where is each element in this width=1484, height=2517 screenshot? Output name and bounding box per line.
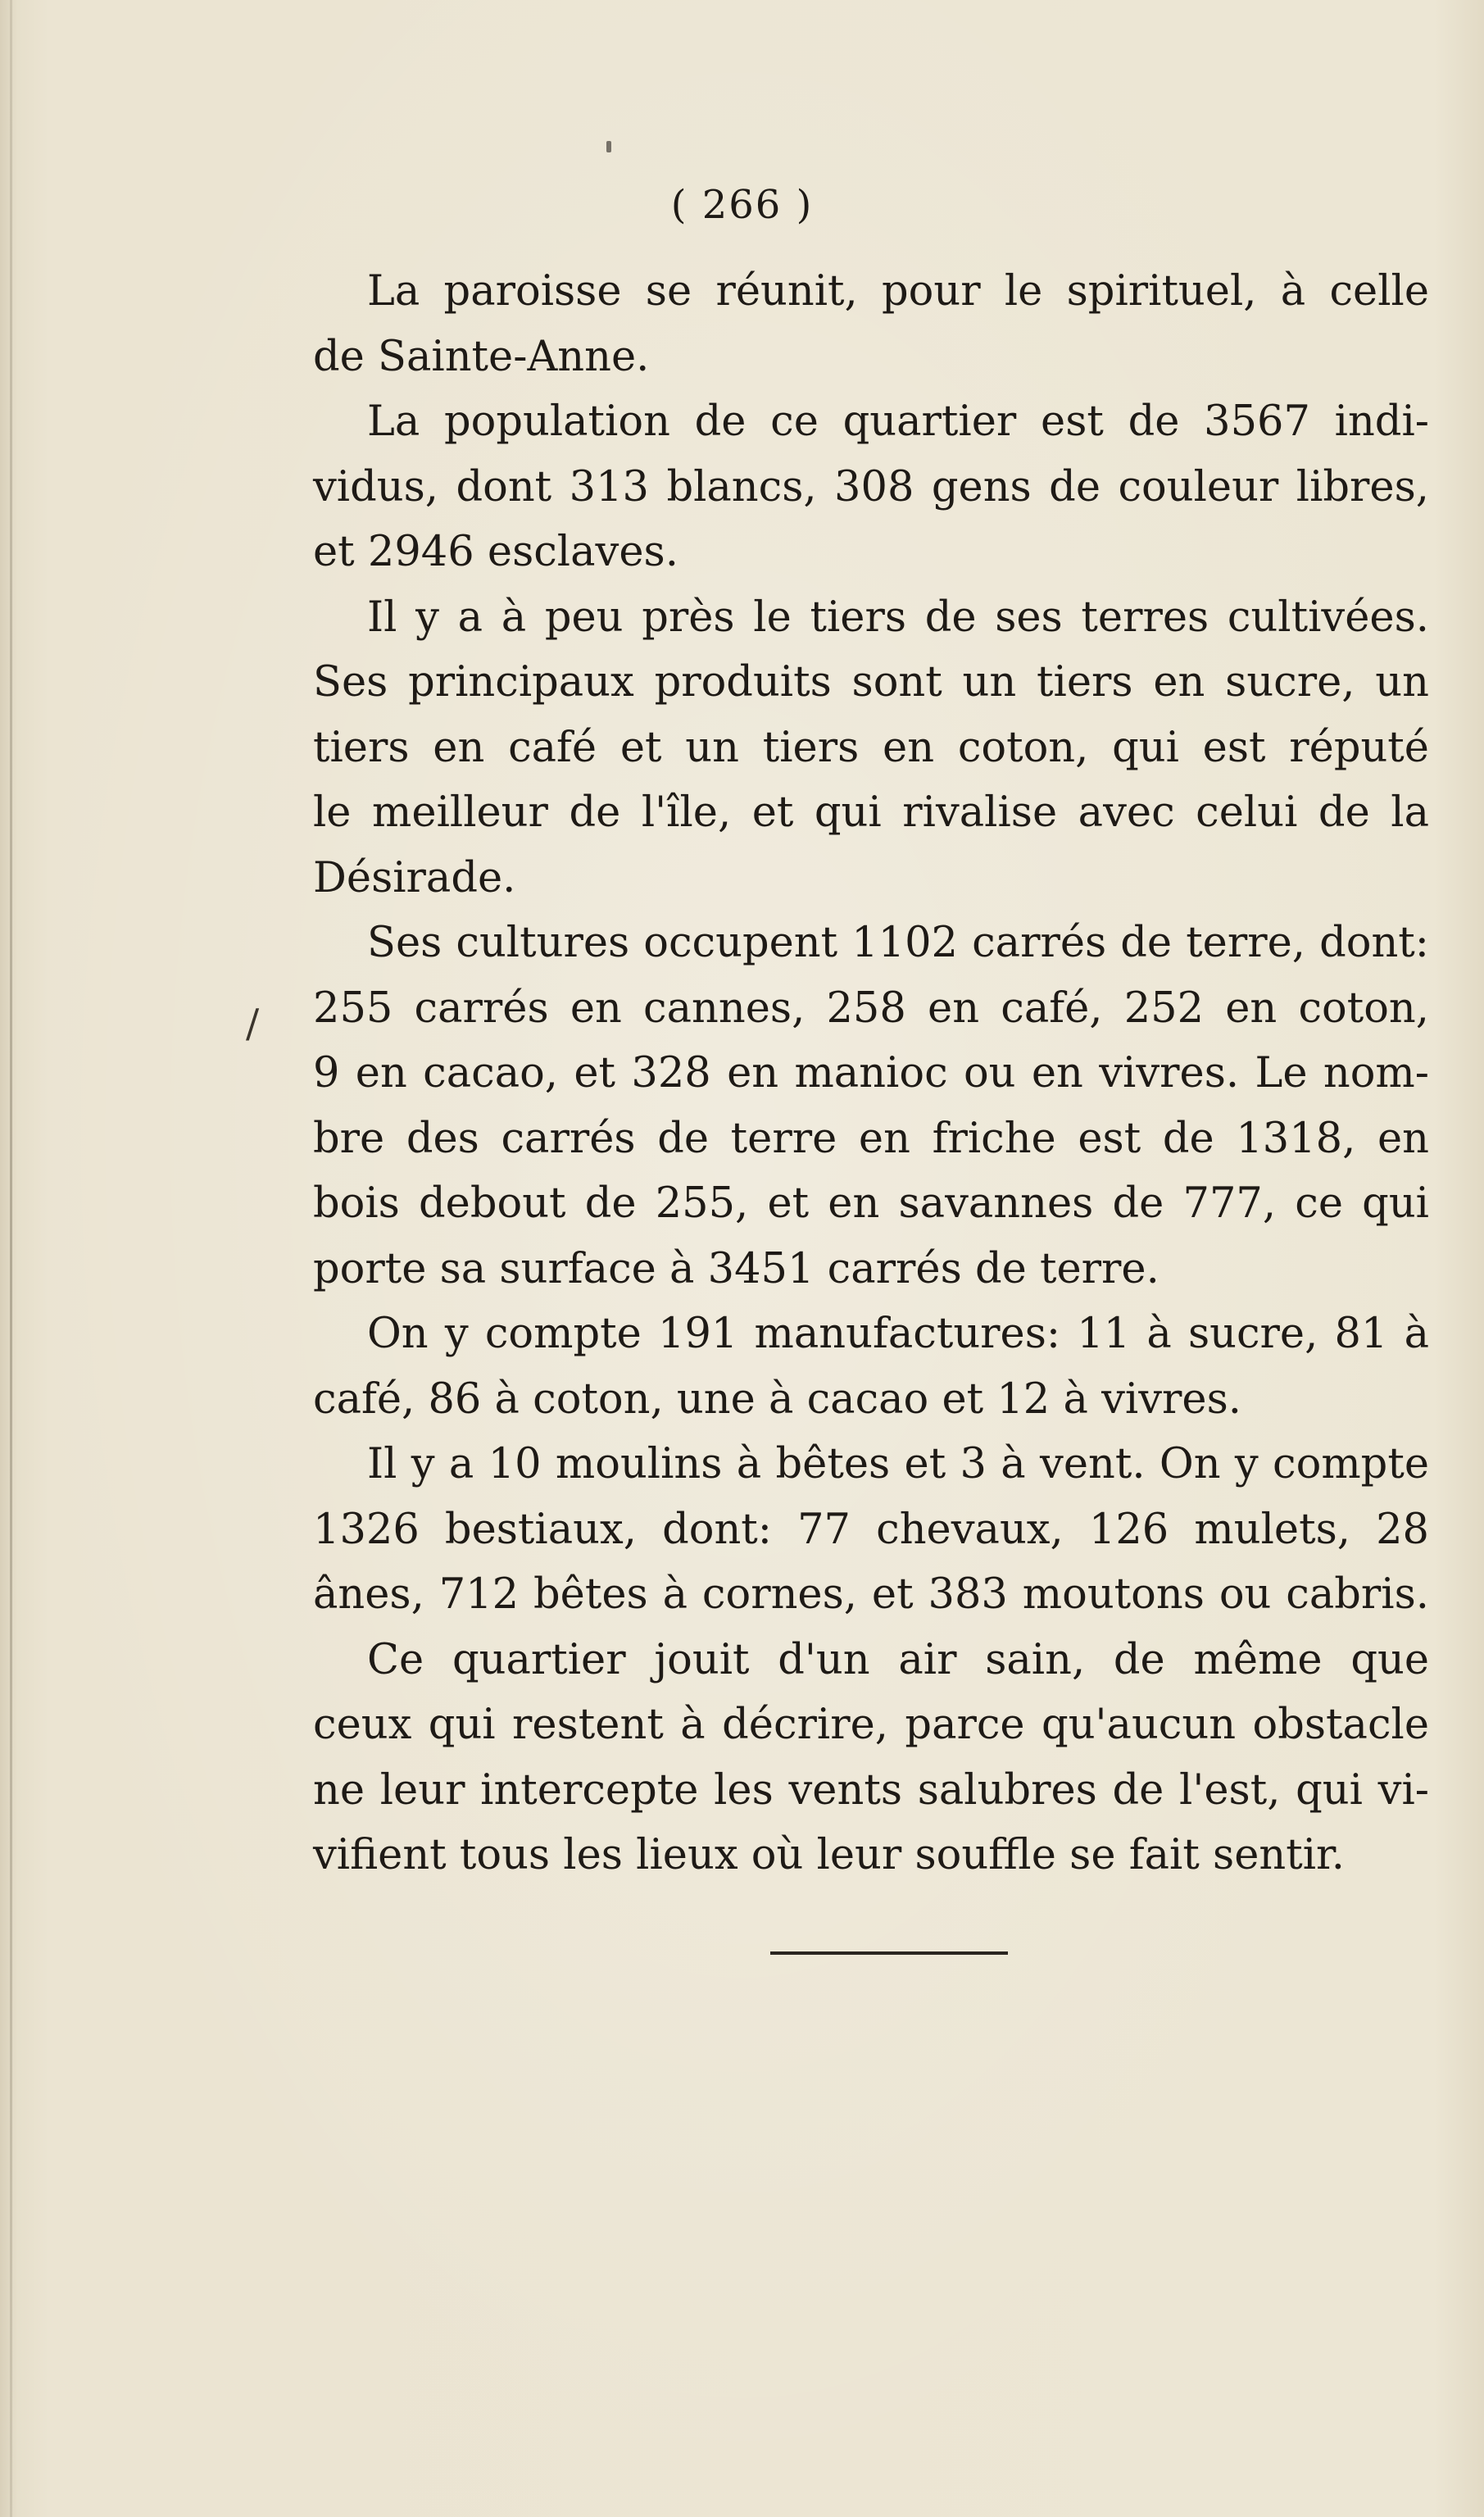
section-end-rule: [770, 1951, 1008, 1955]
text-line: de Sainte-Anne.: [313, 332, 650, 381]
page-number-header: ( 266 ): [670, 182, 814, 228]
text-line: Ce quartier jouit d'un air sain, de même que: [367, 1635, 1429, 1684]
text-line: Il y a à peu près le tiers de ses terres cultivées.: [367, 593, 1429, 642]
ink-speck: [606, 141, 611, 152]
text-line: ne leur intercepte les vents salubres de l'est, qui vi-: [313, 1765, 1429, 1815]
text-line: bois debout de 255, et en savannes de 777, ce qui: [313, 1179, 1429, 1228]
text-line: ânes, 712 bêtes à cornes, et 383 moutons ou cabris.: [313, 1570, 1429, 1619]
text-line: Désirade.: [313, 853, 516, 902]
text-line: La population de ce quartier est de 3567 indi-: [367, 398, 1429, 446]
text-line: Il y a 10 moulins à bêtes et 3 à vent. On y compte: [367, 1440, 1429, 1488]
text-line: porte sa surface à 3451 carrés de terre.: [313, 1244, 1160, 1293]
text-line: 9 en cacao, et 328 en manioc ou en vivres. Le nom-: [313, 1049, 1429, 1097]
text-line: le meilleur de l'île, et qui rivalise avec celui de la: [313, 788, 1429, 837]
body-text: [313, 259, 1429, 1888]
text-line: vifient tous les lieux où leur souffle se fait sentir.: [313, 1831, 1346, 1879]
text-line: La paroisse se réunit, pour le spirituel, à celle: [367, 267, 1429, 316]
text-line: vidus, dont 313 blancs, 308 gens de couleur libres,: [313, 462, 1429, 511]
text-line: On y compte 191 manufactures: 11 à sucre, 81 à: [367, 1310, 1429, 1358]
text-line: tiers en café et un tiers en coton, qui est réputé: [313, 723, 1429, 772]
text-line: et 2946 esclaves.: [313, 528, 678, 576]
binding-gutter: [10, 0, 12, 2517]
text-line: Ses cultures occupent 1102 carrés de terre, dont:: [367, 919, 1429, 967]
margin-mark: /: [246, 1001, 260, 1047]
text-line: café, 86 à coton, une à cacao et 12 à vivres.: [313, 1374, 1241, 1424]
text-line: 255 carrés en cannes, 258 en café, 252 en coton,: [313, 984, 1429, 1033]
text-line: ceux qui restent à décrire, parce qu'aucun obstacle: [313, 1701, 1429, 1749]
text-line: Ses principaux produits sont un tiers en sucre, un: [313, 658, 1429, 706]
text-line: bre des carrés de terre en friche est de 1318, en: [313, 1114, 1429, 1163]
text-line: 1326 bestiaux, dont: 77 chevaux, 126 mulets, 28: [313, 1505, 1429, 1554]
